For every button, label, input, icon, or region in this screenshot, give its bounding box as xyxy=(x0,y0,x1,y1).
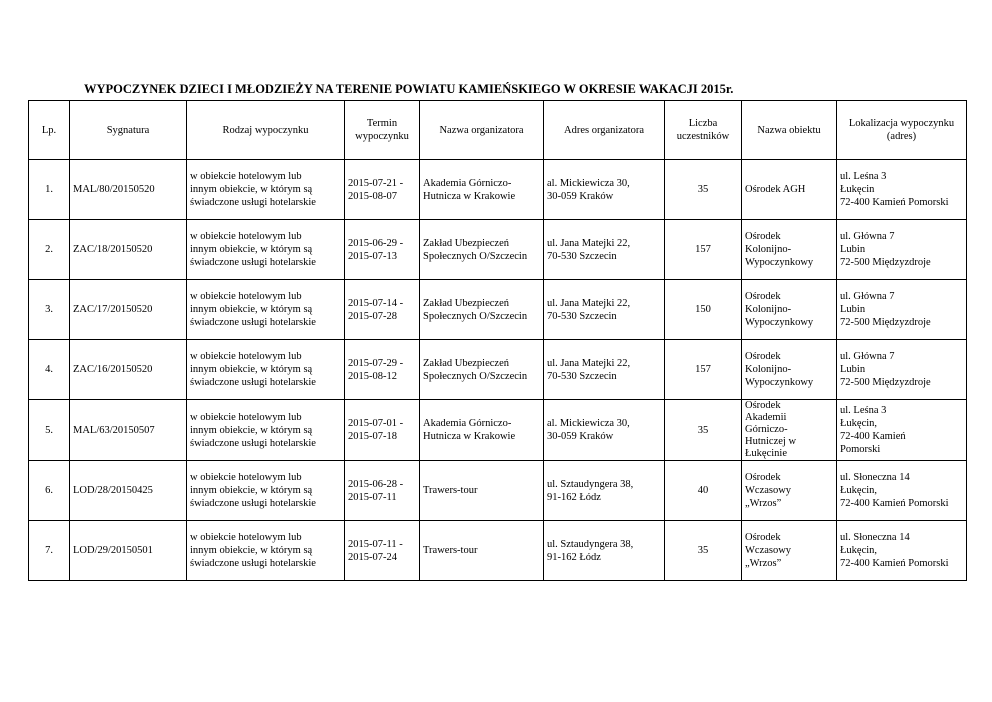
cell-organizator: Akademia Górniczo- Hutnicza w Krakowie xyxy=(420,400,544,461)
cell-lp: 4. xyxy=(29,340,70,400)
cell-adres: ul. Jana Matejki 22, 70-530 Szczecin xyxy=(544,340,665,400)
cell-obiekt: Ośrodek Kolonijno- Wypoczynkowy xyxy=(742,280,837,340)
cell-lokalizacja: ul. Leśna 3 Łukęcin, 72-400 Kamień Pomorski xyxy=(837,400,967,461)
cell-obiekt: Ośrodek Akademii Górniczo- Hutniczej w Łukęcinie xyxy=(742,400,837,461)
table-row xyxy=(29,280,967,340)
cell-obiekt: Ośrodek AGH xyxy=(742,160,837,220)
cell-obiekt: Ośrodek Kolonijno- Wypoczynkowy xyxy=(742,340,837,400)
header-termin: Termin wypoczynku xyxy=(345,101,420,160)
table-row xyxy=(29,220,967,280)
cell-organizator: Zakład Ubezpieczeń Społecznych O/Szczecin xyxy=(420,340,544,400)
cell-sygnatura: ZAC/17/20150520 xyxy=(70,280,187,340)
header-lokalizacja: Lokalizacja wypoczynku (adres) xyxy=(837,101,967,160)
header-lp: Lp. xyxy=(29,101,70,160)
cell-sygnatura: ZAC/18/20150520 xyxy=(70,220,187,280)
cell-lp: 2. xyxy=(29,220,70,280)
cell-lokalizacja: ul. Słoneczna 14 Łukęcin, 72-400 Kamień Pomorski xyxy=(837,461,967,521)
header-liczba: Liczba uczestników xyxy=(665,101,742,160)
cell-rodzaj: w obiekcie hotelowym lub innym obiekcie, w którym są świadczone usługi hotelarskie xyxy=(187,280,345,340)
cell-termin: 2015-07-01 - 2015-07-18 xyxy=(345,400,420,461)
camps-table xyxy=(28,100,967,581)
cell-lokalizacja: ul. Słoneczna 14 Łukęcin, 72-400 Kamień Pomorski xyxy=(837,521,967,581)
cell-liczba: 157 xyxy=(665,340,742,400)
cell-adres: ul. Jana Matejki 22, 70-530 Szczecin xyxy=(544,280,665,340)
table-row xyxy=(29,461,967,521)
cell-organizator: Zakład Ubezpieczeń Społecznych O/Szczecin xyxy=(420,220,544,280)
cell-organizator: Zakład Ubezpieczeń Społecznych O/Szczecin xyxy=(420,280,544,340)
cell-rodzaj: w obiekcie hotelowym lub innym obiekcie, w którym są świadczone usługi hotelarskie xyxy=(187,160,345,220)
cell-obiekt: Ośrodek Wczasowy „Wrzos” xyxy=(742,521,837,581)
cell-sygnatura: MAL/63/20150507 xyxy=(70,400,187,461)
cell-organizator: Akademia Górniczo- Hutnicza w Krakowie xyxy=(420,160,544,220)
cell-sygnatura: MAL/80/20150520 xyxy=(70,160,187,220)
cell-adres: ul. Sztaudyngera 38, 91-162 Łódz xyxy=(544,521,665,581)
cell-adres: ul. Sztaudyngera 38, 91-162 Łódz xyxy=(544,461,665,521)
cell-rodzaj: w obiekcie hotelowym lub innym obiekcie, w którym są świadczone usługi hotelarskie xyxy=(187,340,345,400)
cell-lokalizacja: ul. Leśna 3 Łukęcin 72-400 Kamień Pomorski xyxy=(837,160,967,220)
cell-liczba: 40 xyxy=(665,461,742,521)
cell-lokalizacja: ul. Główna 7 Lubin 72-500 Międzyzdroje xyxy=(837,280,967,340)
table-row xyxy=(29,400,967,461)
cell-termin: 2015-07-11 - 2015-07-24 xyxy=(345,521,420,581)
cell-lp: 1. xyxy=(29,160,70,220)
cell-lp: 5. xyxy=(29,400,70,461)
cell-liczba: 157 xyxy=(665,220,742,280)
cell-organizator: Trawers-tour xyxy=(420,461,544,521)
cell-liczba: 150 xyxy=(665,280,742,340)
cell-termin: 2015-07-29 - 2015-08-12 xyxy=(345,340,420,400)
cell-rodzaj: w obiekcie hotelowym lub innym obiekcie, w którym są świadczone usługi hotelarskie xyxy=(187,220,345,280)
cell-lp: 7. xyxy=(29,521,70,581)
cell-adres: ul. Jana Matejki 22, 70-530 Szczecin xyxy=(544,220,665,280)
cell-adres: al. Mickiewicza 30, 30-059 Kraków xyxy=(544,400,665,461)
cell-sygnatura: ZAC/16/20150520 xyxy=(70,340,187,400)
cell-rodzaj: w obiekcie hotelowym lub innym obiekcie, w którym są świadczone usługi hotelarskie xyxy=(187,400,345,461)
cell-organizator: Trawers-tour xyxy=(420,521,544,581)
cell-lokalizacja: ul. Główna 7 Lubin 72-500 Międzyzdroje xyxy=(837,340,967,400)
table-row xyxy=(29,521,967,581)
cell-obiekt: Ośrodek Wczasowy „Wrzos” xyxy=(742,461,837,521)
table-header-row xyxy=(29,101,967,160)
cell-liczba: 35 xyxy=(665,400,742,461)
cell-rodzaj: w obiekcie hotelowym lub innym obiekcie, w którym są świadczone usługi hotelarskie xyxy=(187,521,345,581)
cell-termin: 2015-07-14 - 2015-07-28 xyxy=(345,280,420,340)
cell-obiekt: Ośrodek Kolonijno- Wypoczynkowy xyxy=(742,220,837,280)
cell-termin: 2015-06-29 - 2015-07-13 xyxy=(345,220,420,280)
cell-lokalizacja: ul. Główna 7 Lubin 72-500 Międzyzdroje xyxy=(837,220,967,280)
header-adres: Adres organizatora xyxy=(544,101,665,160)
cell-lp: 3. xyxy=(29,280,70,340)
table-row xyxy=(29,340,967,400)
table-row xyxy=(29,160,967,220)
header-rodzaj: Rodzaj wypoczynku xyxy=(187,101,345,160)
cell-rodzaj: w obiekcie hotelowym lub innym obiekcie, w którym są świadczone usługi hotelarskie xyxy=(187,461,345,521)
cell-sygnatura: LOD/28/20150425 xyxy=(70,461,187,521)
header-obiekt: Nazwa obiektu xyxy=(742,101,837,160)
cell-lp: 6. xyxy=(29,461,70,521)
cell-adres: al. Mickiewicza 30, 30-059 Kraków xyxy=(544,160,665,220)
cell-termin: 2015-06-28 - 2015-07-11 xyxy=(345,461,420,521)
cell-termin: 2015-07-21 - 2015-08-07 xyxy=(345,160,420,220)
document-title: WYPOCZYNEK DZIECI I MŁODZIEŻY NA TERENIE POWIATU KAMIEŃSKIEGO W OKRESIE WAKACJI 2015r. xyxy=(84,82,734,96)
header-organizator: Nazwa organizatora xyxy=(420,101,544,160)
cell-liczba: 35 xyxy=(665,521,742,581)
header-sygnatura: Sygnatura xyxy=(70,101,187,160)
cell-liczba: 35 xyxy=(665,160,742,220)
cell-sygnatura: LOD/29/20150501 xyxy=(70,521,187,581)
